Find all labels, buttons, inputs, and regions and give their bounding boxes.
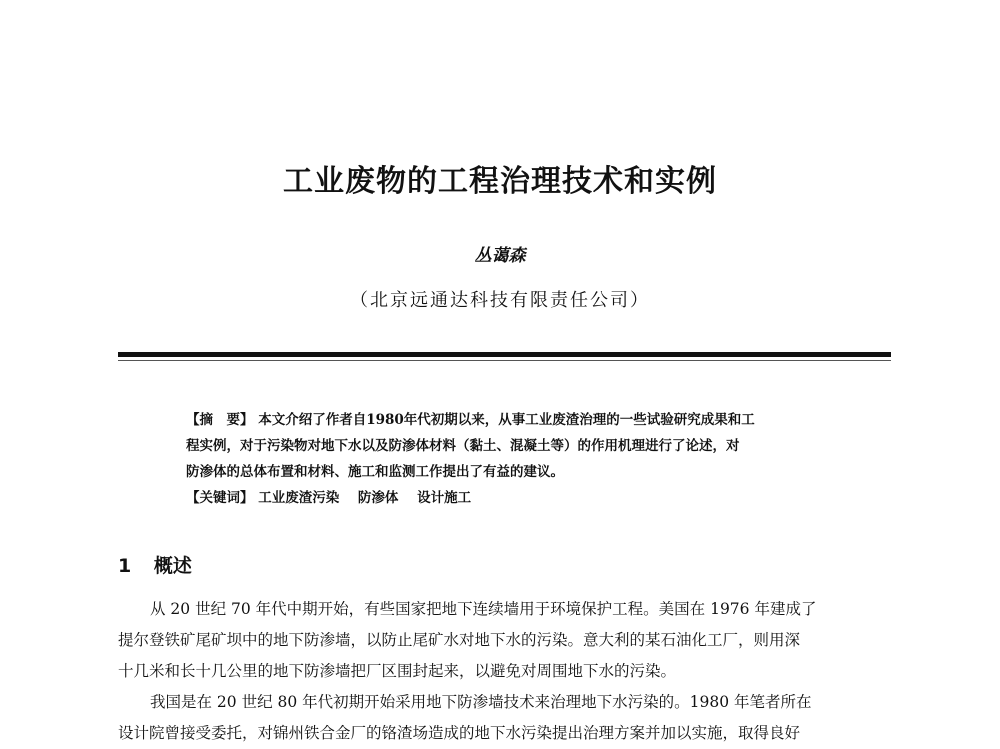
author-name: 丛蔼森 <box>474 246 526 266</box>
header-rule-thick <box>118 352 891 357</box>
section-title: 概述 <box>153 555 192 577</box>
header-rule-thin <box>118 360 891 361</box>
keywords-line <box>186 485 826 511</box>
abstract-label: 【摘 要】 <box>186 412 254 428</box>
section-number: 1 <box>118 555 132 577</box>
author-affiliation: （北京远通达科技有限责任公司） <box>350 290 650 311</box>
abstract-line <box>186 407 826 433</box>
body-line: 从 20 世纪 70 年代中期开始，有些国家把地下连续墙用于环境保护工程。美国在 1976 年建成了 <box>150 600 817 618</box>
abstract-line: 程实例，对于污染物对地下水以及防渗体材料（黏土、混凝土等）的作用机理进行了论述，对 <box>186 438 740 454</box>
body-line: 设计院曾接受委托，对锦州铁合金厂的铬渣场造成的地下水污染提出治理方案并加以实施，取得良好 <box>118 724 801 742</box>
body-line: 我国是在 20 世纪 80 年代初期开始采用地下防渗墙技术来治理地下水污染的。1980 年笔者所在 <box>150 693 812 711</box>
abstract-block <box>186 407 826 511</box>
body-line: 十几米和长十几公里的地下防渗墙把厂区围封起来，以避免对周围地下水的污染。 <box>118 662 677 680</box>
body-line: 提尔登铁矿尾矿坝中的地下防渗墙，以防止尾矿水对地下水的污染。意大利的某石油化工厂，则用深 <box>118 631 801 649</box>
section-body <box>118 594 893 749</box>
abstract-line: 防渗体的总体布置和材料、施工和监测工作提出了有益的建议。 <box>186 464 564 480</box>
paper-title: 工业废物的工程治理技术和实例 <box>283 164 717 199</box>
keywords-label: 【关键词】 <box>186 490 254 506</box>
abstract-text: 本文介绍了作者自1980年代初期以来，从事工业废渣治理的一些试验研究成果和工 <box>258 412 755 428</box>
keyword-item: 设计施工 <box>417 490 472 506</box>
keyword-item: 工业废渣污染 <box>258 490 340 506</box>
keyword-item: 防渗体 <box>357 490 399 506</box>
section-heading <box>118 553 192 579</box>
